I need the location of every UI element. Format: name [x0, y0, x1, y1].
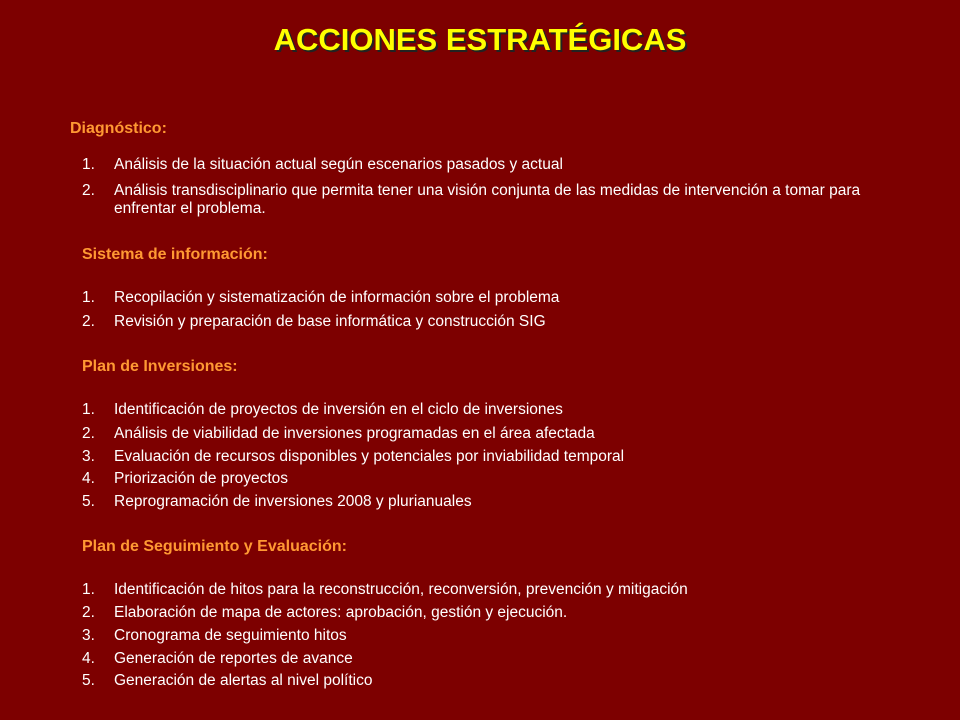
item-number: 2.: [82, 182, 95, 199]
item-text: Identificación de hitos para la reconstrucción, reconversión, prevención y mitigación: [114, 581, 688, 598]
item-number: 2.: [82, 313, 95, 330]
list-item: [82, 401, 922, 419]
item-number: 4.: [82, 650, 95, 667]
item-text: Elaboración de mapa de actores: aprobación, gestión y ejecución.: [114, 604, 568, 621]
item-text: Identificación de proyectos de inversión en el ciclo de inversiones: [114, 401, 563, 418]
item-number: 4.: [82, 470, 95, 487]
list-item: [82, 604, 922, 622]
list-item: [82, 156, 922, 174]
item-text: Generación de alertas al nivel político: [114, 672, 373, 689]
list-item: [82, 448, 922, 466]
item-text: Análisis de viabilidad de inversiones programadas en el área afectada: [114, 425, 595, 442]
section-heading-seguimiento: Plan de Seguimiento y Evaluación:: [82, 538, 347, 555]
list-item: [82, 182, 922, 218]
list-item: [82, 581, 922, 599]
item-number: 1.: [82, 156, 95, 173]
section-heading-inversiones: Plan de Inversiones:: [82, 358, 238, 375]
item-text: Cronograma de seguimiento hitos: [114, 627, 347, 644]
list-item: [82, 493, 922, 511]
item-text: Generación de reportes de avance: [114, 650, 353, 667]
item-text: Evaluación de recursos disponibles y potenciales por inviabilidad temporal: [114, 448, 625, 465]
section-heading-diagnostico: Diagnóstico:: [70, 120, 167, 137]
item-text: Análisis de la situación actual según escenarios pasados y actual: [114, 156, 563, 173]
item-text: Reprogramación de inversiones 2008 y plurianuales: [114, 493, 472, 510]
list-item: [82, 627, 922, 645]
item-number: 2.: [82, 425, 95, 442]
item-text: Revisión y preparación de base informática y construcción SIG: [114, 313, 546, 330]
list-item: [82, 672, 922, 690]
item-number: 1.: [82, 289, 95, 306]
item-text: Priorización de proyectos: [114, 470, 289, 487]
item-text: Recopilación y sistematización de información sobre el problema: [114, 289, 560, 306]
list-item: [82, 650, 922, 668]
list-item: [82, 289, 922, 307]
item-text: Análisis transdisciplinario que permita tener una visión conjunta de las medidas de intervención a tomar para enfrentar el problema.: [114, 182, 861, 217]
item-number: 5.: [82, 493, 95, 510]
item-number: 3.: [82, 448, 95, 465]
item-number: 1.: [82, 401, 95, 418]
item-number: 5.: [82, 672, 95, 689]
item-number: 1.: [82, 581, 95, 598]
list-item: [82, 470, 922, 488]
item-number: 2.: [82, 604, 95, 621]
list-item: [82, 425, 922, 443]
item-number: 3.: [82, 627, 95, 644]
page-title: ACCIONES ESTRATÉGICAS: [273, 22, 687, 57]
list-item: [82, 313, 922, 331]
section-heading-sistema: Sistema de información:: [82, 246, 268, 263]
